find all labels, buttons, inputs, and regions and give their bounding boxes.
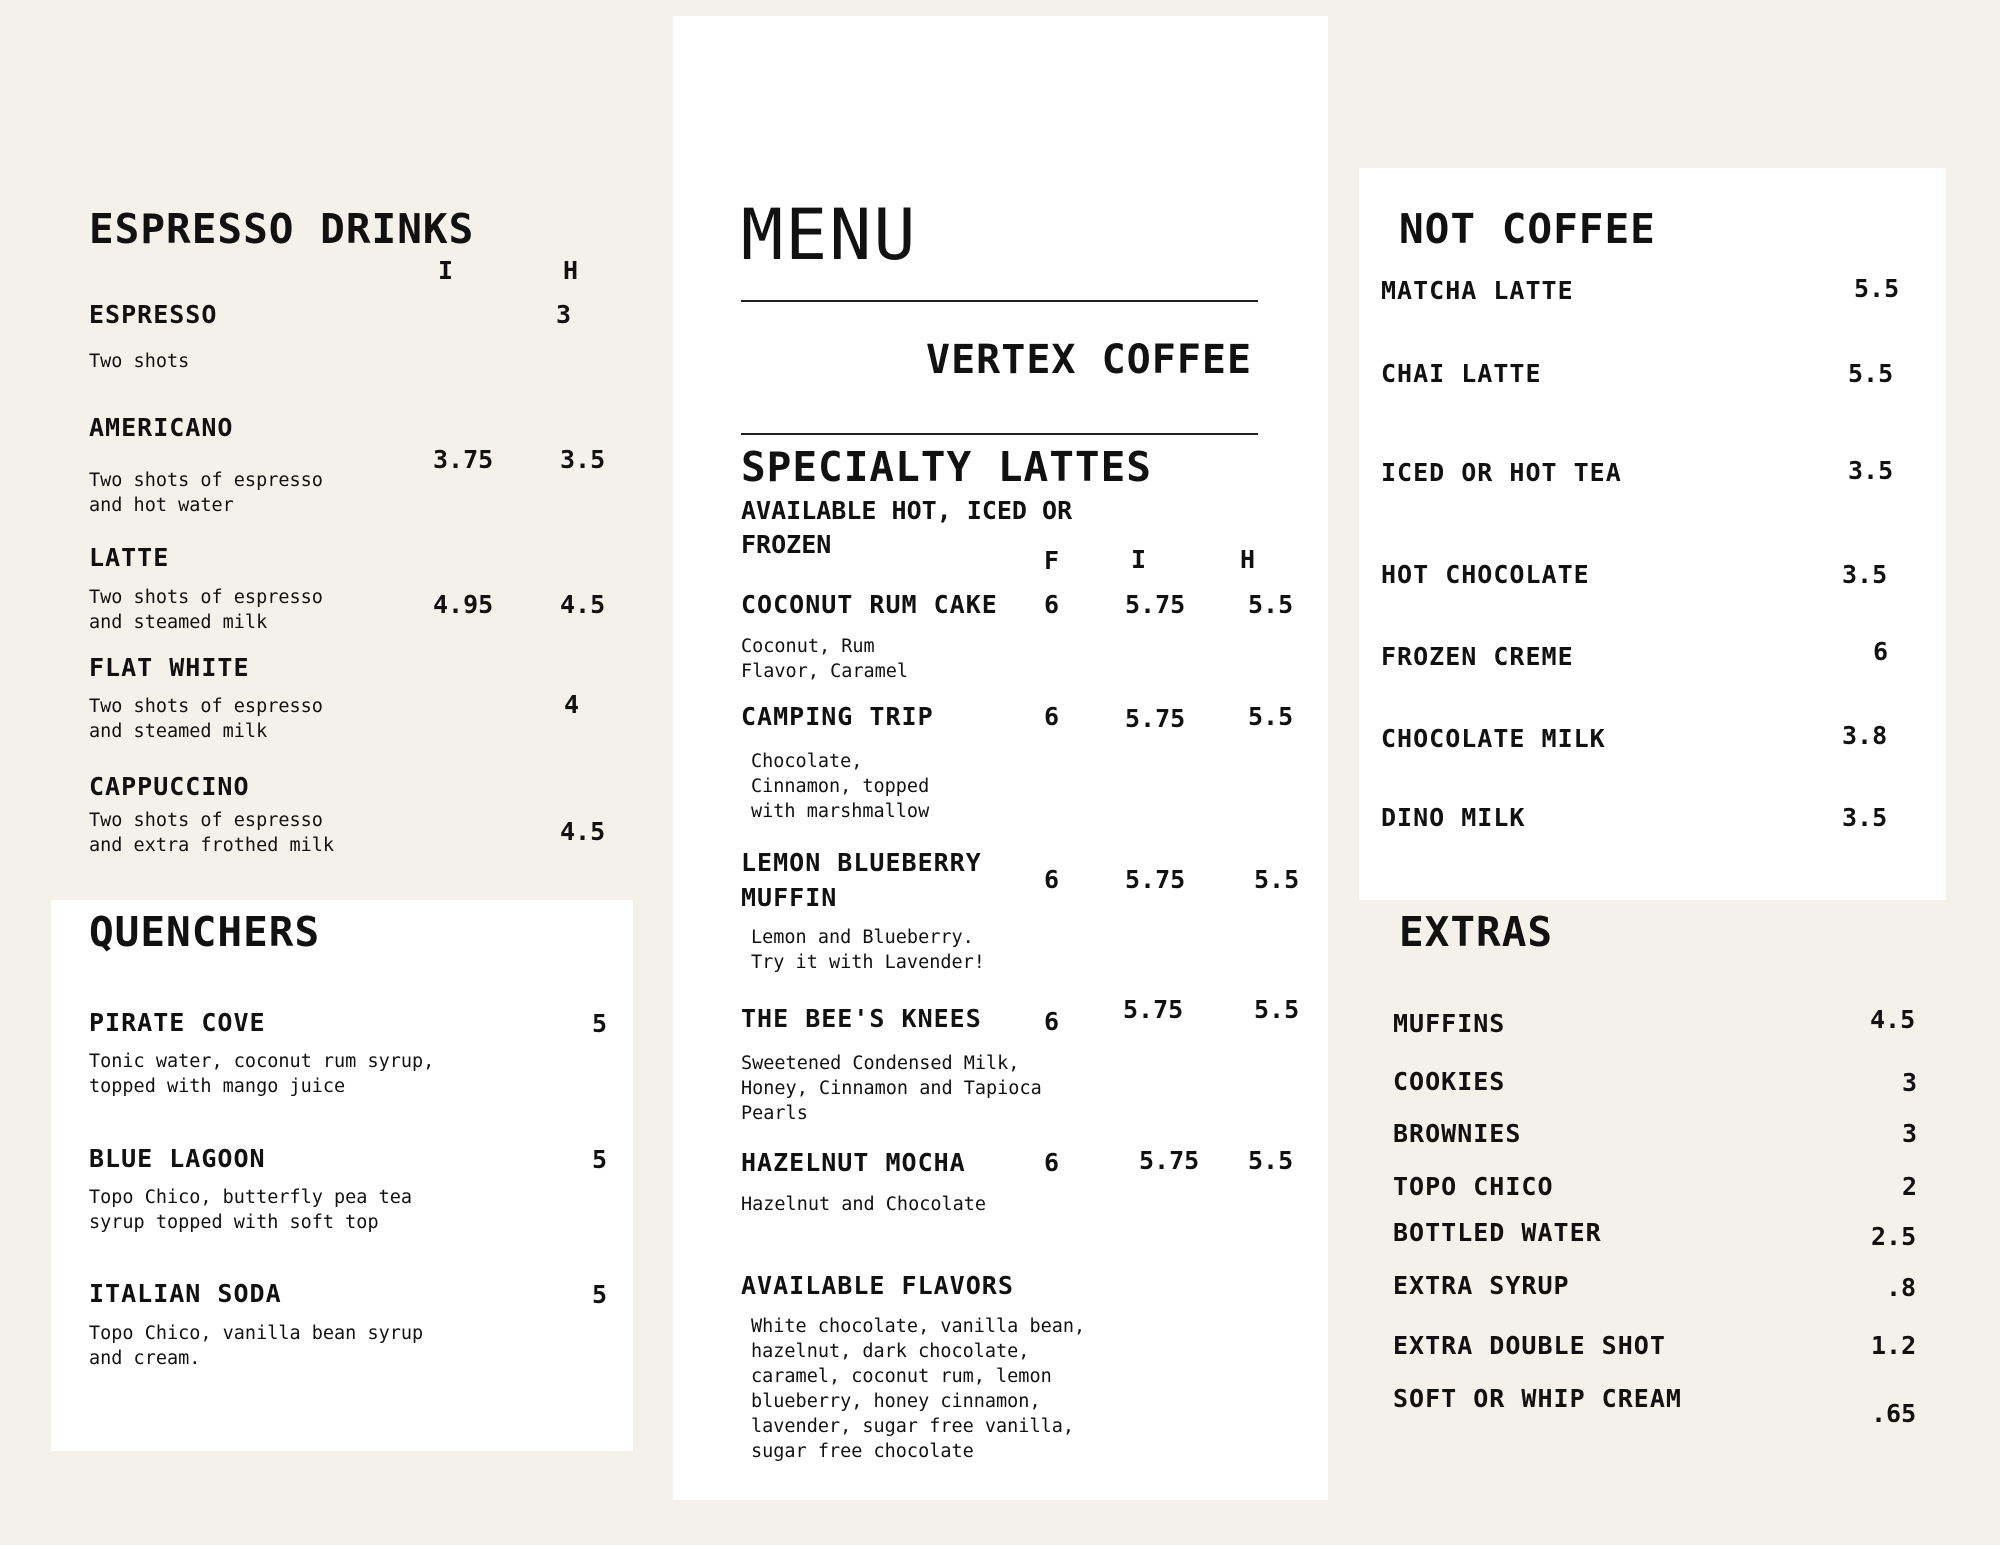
price: 5 [592, 1009, 608, 1038]
menu-item-name: CAPPUCCINO [89, 772, 250, 801]
price: 3.5 [1848, 456, 1894, 485]
price-iced: 5.75 [1125, 590, 1186, 619]
price: 5 [592, 1145, 608, 1174]
price-iced: 5.75 [1123, 995, 1184, 1024]
menu-item-name: BOTTLED WATER [1393, 1218, 1602, 1247]
menu-item-name: COOKIES [1393, 1067, 1506, 1096]
price-hot: 5.5 [1248, 590, 1294, 619]
price-iced: 5.75 [1125, 865, 1186, 894]
menu-item-name: SOFT OR WHIP CREAM [1393, 1384, 1682, 1413]
flavors-text: White chocolate, vanilla bean, hazelnut, dark chocolate, caramel, coconut rum, lemon blueberry, honey cinnamon, lavender, sugar free vanilla, sugar free chocolate [751, 1316, 1086, 1462]
price: 3.8 [1842, 721, 1888, 750]
menu-item-desc: Hazelnut and Chocolate [741, 1194, 987, 1215]
price-hot: 4 [564, 690, 580, 719]
price-hot: 5.5 [1248, 1146, 1294, 1175]
price-frozen: 6 [1044, 1148, 1060, 1177]
price-frozen: 6 [1044, 590, 1060, 619]
not-coffee-title: NOT COFFEE [1399, 205, 1656, 253]
menu-item-name: BROWNIES [1393, 1119, 1522, 1148]
price-hot: 5.5 [1254, 995, 1300, 1024]
espresso-col-hot: H [563, 256, 580, 285]
menu-item-name: PIRATE COVE [89, 1008, 266, 1037]
col-frozen: F [1044, 546, 1061, 575]
menu-item-name: TOPO CHICO [1393, 1172, 1554, 1201]
price: 5.5 [1848, 359, 1894, 388]
price-hot: 4.5 [560, 817, 606, 846]
price-frozen: 6 [1044, 1007, 1060, 1036]
divider-bottom [741, 433, 1258, 435]
price: 3.5 [1842, 803, 1888, 832]
menu-item-desc: Two shots of espresso and steamed milk [89, 587, 323, 633]
menu-item-name: MUFFINS [1393, 1009, 1506, 1038]
price-iced: 4.95 [433, 590, 494, 619]
menu-item-name: DINO MILK [1381, 803, 1526, 832]
espresso-col-iced: I [438, 256, 455, 285]
price: .8 [1886, 1273, 1917, 1302]
divider-top [741, 300, 1258, 302]
price-hot: 5.5 [1248, 702, 1294, 731]
menu-item-desc: Topo Chico, butterfly pea tea syrup topped with soft top [89, 1187, 413, 1233]
menu-item-desc: Tonic water, coconut rum syrup, topped with mango juice [89, 1051, 435, 1097]
col-hot: H [1240, 545, 1257, 574]
price: 3 [1902, 1119, 1918, 1148]
menu-item-name: HOT CHOCOLATE [1381, 560, 1590, 589]
price: 1.2 [1871, 1331, 1917, 1360]
price-hot: 3.5 [560, 445, 606, 474]
price: 5 [592, 1280, 608, 1309]
menu-item-desc: Sweetened Condensed Milk, Honey, Cinnamon and Tapioca Pearls [741, 1053, 1042, 1124]
menu-item-desc: Two shots of espresso and hot water [89, 470, 323, 516]
price: 3 [1902, 1068, 1918, 1097]
menu-item-name: THE BEE'S KNEES [741, 1004, 982, 1033]
specialty-subtitle: AVAILABLE HOT, ICED OR FROZEN [741, 496, 1073, 559]
price-iced: 5.75 [1139, 1146, 1200, 1175]
price: 2.5 [1871, 1222, 1917, 1251]
menu-item-name: ICED OR HOT TEA [1381, 458, 1622, 487]
specialty-title: SPECIALTY LATTES [741, 443, 1152, 491]
menu-item-name: EXTRA SYRUP [1393, 1271, 1570, 1300]
extras-title: EXTRAS [1399, 908, 1554, 956]
price: 2 [1902, 1172, 1918, 1201]
price-frozen: 6 [1044, 865, 1060, 894]
menu-item-desc: Two shots of espresso and steamed milk [89, 696, 323, 742]
menu-item-name: ITALIAN SODA [89, 1279, 282, 1308]
menu-item-desc: Coconut, Rum Flavor, Caramel [741, 636, 909, 682]
menu-item-name: LEMON BLUEBERRY MUFFIN [741, 848, 982, 912]
price: 5.5 [1854, 274, 1900, 303]
menu-item-desc: Chocolate, Cinnamon, topped with marshmallow [751, 751, 930, 822]
menu-item-name: CHOCOLATE MILK [1381, 724, 1606, 753]
menu-item-name: MATCHA LATTE [1381, 276, 1574, 305]
price-hot: 5.5 [1254, 865, 1300, 894]
col-iced: I [1131, 545, 1148, 574]
menu-item-name: FROZEN CREME [1381, 642, 1574, 671]
flavors-title: AVAILABLE FLAVORS [741, 1271, 1014, 1300]
menu-item-desc: Two shots [89, 351, 190, 372]
price-iced: 5.75 [1125, 704, 1186, 733]
menu-item-name: LATTE [89, 543, 170, 572]
menu-item-name: EXTRA DOUBLE SHOT [1393, 1331, 1666, 1360]
brand-name: VERTEX COFFEE [926, 337, 1253, 383]
price-iced: 3.75 [433, 445, 494, 474]
price: 6 [1873, 637, 1889, 666]
price: .65 [1871, 1399, 1917, 1428]
menu-item-name: BLUE LAGOON [89, 1144, 266, 1173]
menu-item-desc: Lemon and Blueberry. Try it with Lavender! [751, 927, 985, 973]
menu-item-name: FLAT WHITE [89, 653, 250, 682]
menu-item-name: COCONUT RUM CAKE [741, 590, 998, 619]
espresso-title: ESPRESSO DRINKS [89, 205, 475, 253]
menu-title: MENU [741, 194, 918, 276]
quenchers-title: QUENCHERS [89, 908, 321, 956]
price-hot: 4.5 [560, 590, 606, 619]
menu-item-name: ESPRESSO [89, 300, 218, 329]
menu-item-desc: Topo Chico, vanilla bean syrup and cream. [89, 1323, 424, 1369]
price: 4.5 [1870, 1005, 1916, 1034]
price-hot: 3 [556, 300, 572, 329]
price-frozen: 6 [1044, 702, 1060, 731]
menu-item-name: CAMPING TRIP [741, 702, 934, 731]
menu-item-name: HAZELNUT MOCHA [741, 1148, 966, 1177]
menu-item-name: CHAI LATTE [1381, 359, 1542, 388]
menu-item-desc: Two shots of espresso and extra frothed milk [89, 810, 335, 856]
price: 3.5 [1842, 560, 1888, 589]
menu-item-name: AMERICANO [89, 413, 234, 442]
